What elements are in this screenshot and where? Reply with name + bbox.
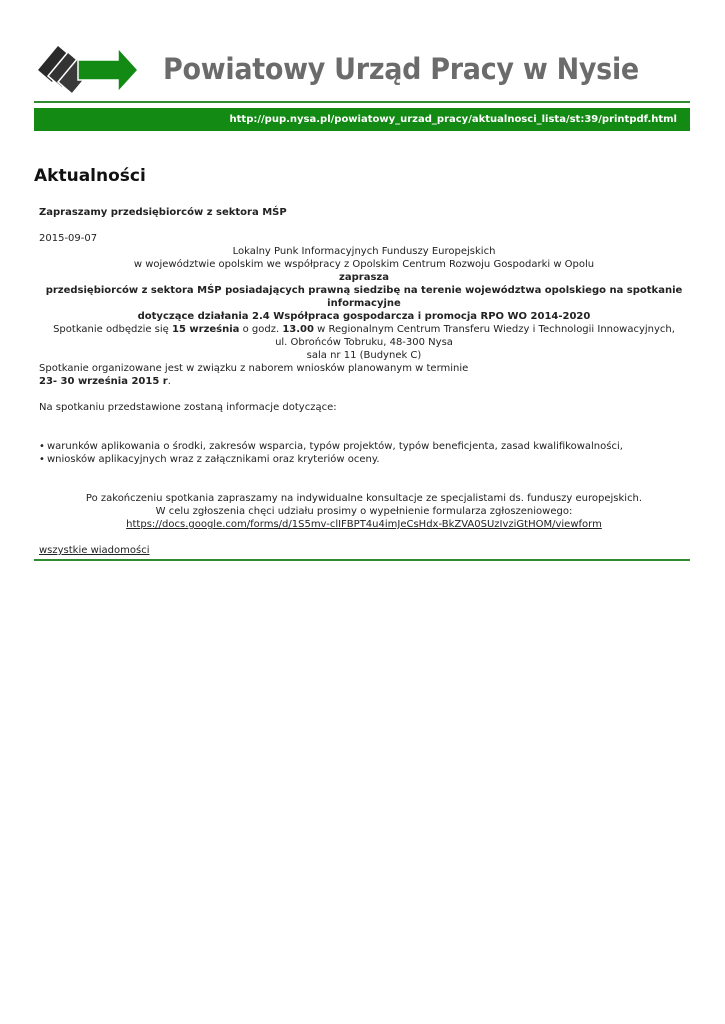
meeting-time: 13.00 <box>282 324 314 335</box>
meeting-prefix: Spotkanie odbędzie się <box>53 324 172 335</box>
list-item: • wniosków aplikacyjnych wraz z załącznikami oraz kryteriów oceny. <box>39 453 689 466</box>
topics-intro: Na spotkaniu przedstawione zostaną informacje dotyczące: <box>39 402 337 413</box>
url-bar <box>34 108 690 131</box>
meeting-date: 15 września <box>172 324 240 335</box>
invite-line-2: dotyczące działania 2.4 Współpraca gospodarcza i promocja RPO WO 2014-2020 <box>137 311 591 322</box>
all-news-row <box>39 544 689 557</box>
meeting-mid: o godz. <box>239 324 283 335</box>
term-line <box>39 375 689 388</box>
article <box>39 206 689 557</box>
topics-list <box>39 440 689 466</box>
form-link-row <box>39 518 689 531</box>
term-dot: . <box>167 376 171 387</box>
invites-text: zaprasza <box>339 272 389 283</box>
page-url: http://pup.nysa.pl/powiatowy_urzad_pracy/aktualnosci_lista/st:39/printpdf.html <box>229 114 677 125</box>
site-title: Powiatowy Urząd Pracy w Nysie <box>163 52 639 86</box>
form-link[interactable]: https://docs.google.com/forms/d/1S5mv-clIFBPT4u4imJeCsHdx-BkZVA0SUzIvziGtHOM/viewform <box>126 519 602 530</box>
invite-line-1: przedsiębiorców z sektora MŚP posiadających prawną siedzibę na terenie województwa opolskiego na spotkanie informacyjne <box>45 285 683 309</box>
closing-line-1: Po zakończeniu spotkania zapraszamy na indywidualne konsultacje ze specjalistami ds. funduszy europejskich. <box>85 493 643 504</box>
meeting-room: sala nr 11 (Budynek C) <box>306 350 422 361</box>
list-item: • warunków aplikowania o środki, zakresów wsparcia, typów projektów, typów beneficjenta, zasad kwalifikowalności, <box>39 440 689 453</box>
logo-arrows-icon <box>38 40 138 96</box>
context-text: Spotkanie organizowane jest w związku z naborem wniosków planowanym w terminie <box>39 363 469 374</box>
term-suffix: r <box>159 376 168 387</box>
article-title: Zapraszamy przedsiębiorców z sektora MŚP <box>39 207 287 218</box>
meeting-address: ul. Obrońców Tobruku, 48-300 Nysa <box>275 337 453 348</box>
footer-divider <box>34 559 690 561</box>
meeting-suffix: w Regionalnym Centrum Transferu Wiedzy i Technologii Innowacyjnych, <box>313 324 675 335</box>
intro-line-1: Lokalny Punk Informacyjnych Funduszy Europejskich <box>232 246 496 257</box>
closing-line-2: W celu zgłoszenia chęci udziału prosimy o wypełnienie formularza zgłoszeniowego: <box>155 506 573 517</box>
header <box>0 0 725 100</box>
term-dates: 23- 30 września 2015 <box>39 376 160 387</box>
meeting-details <box>39 323 689 336</box>
page-title: Aktualności <box>34 166 146 186</box>
all-news-link[interactable]: wszystkie wiadomości <box>39 545 150 556</box>
header-divider <box>34 101 690 103</box>
intro-line-2: w województwie opolskim we współpracy z Opolskim Centrum Rozwoju Gospodarki w Opolu <box>133 259 595 270</box>
article-date: 2015-09-07 <box>39 233 98 244</box>
